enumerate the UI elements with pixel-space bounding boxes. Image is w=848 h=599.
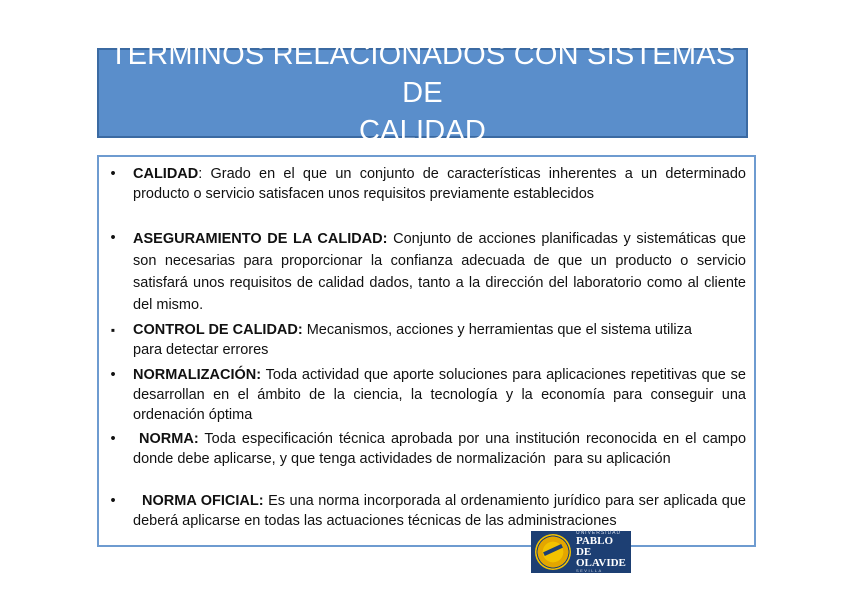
list-item-control [99, 320, 754, 360]
slide-title [99, 36, 746, 150]
bullet: • [110, 367, 116, 383]
list-item-text [133, 365, 746, 425]
definition: Toda actividad que aporte soluciones para aplicaciones repetitivas que se desarrollan en el ámbito de la ciencia, la tecnología y la economía para conseguir una ordenación óptima [133, 367, 746, 423]
list-item-text [133, 228, 746, 316]
list-item-norma-oficial [99, 491, 754, 531]
term: CONTROL DE CALIDAD: [133, 322, 303, 338]
logo-city: SEVILLA [575, 568, 603, 573]
definition: Es una norma incorporada al ordenamiento jurídico para ser aplicada que deberá aplicarse en todas las actuaciones técnicas de las administraciones [133, 493, 751, 529]
logo-university: UNIVERSIDAD [575, 530, 622, 536]
definition: Toda especificación técnica aprobada por una institución reconocida en el campo donde debe aplicarse, y que tenga actividades de normalización para su aplicación [133, 431, 751, 467]
slide-title-line-1: TÉRMINOS RELACIONADOS CON SISTEMAS DE [109, 39, 736, 109]
university-emblem-icon [535, 534, 571, 570]
list-item-text [133, 429, 751, 469]
definition: : Grado en el que un conjunto de características inherentes a un determinado producto o servicio satisfacen unos requisitos previamente establecidos [133, 166, 746, 202]
list-item-normalizacion [99, 365, 754, 425]
list-item-text [133, 164, 746, 204]
term: NORMA: [133, 431, 199, 447]
list-item-norma [99, 429, 754, 469]
list-item-calidad [99, 164, 754, 204]
university-logo [531, 531, 631, 573]
term: ASEGURAMIENTO DE LA CALIDAD: [133, 231, 388, 247]
list-item-text [133, 491, 751, 531]
term: CALIDAD [133, 166, 199, 182]
list-item-text [133, 320, 706, 360]
slide-title-box [97, 39, 748, 147]
bullet: • [110, 431, 116, 447]
logo-name-line-2: OLAVIDE [575, 557, 626, 569]
term: NORMALIZACIÓN: [133, 367, 262, 383]
logo-name-line-1: PABLO DE [575, 535, 614, 558]
bullet: • [110, 493, 116, 509]
logo-wordmark [576, 531, 631, 573]
term: NORMA OFICIAL: [133, 493, 264, 509]
bullet: • [110, 230, 116, 246]
bullet: • [110, 166, 116, 182]
definition: Conjunto de acciones planificadas y sistemáticas que son necesarias para proporcionar la confianza adecuada de que un producto o servicio satisfará unos requisitos de calidad dados, tanto a la dirección del laboratorio como al cliente del mismo. [133, 231, 746, 313]
slide-title-line-2: CALIDAD [358, 115, 487, 147]
definition: Mecanismos, acciones y herramientas que el sistema utiliza para detectar errores [133, 322, 692, 358]
list-item-aseguramiento [99, 228, 754, 316]
bullet: ▪ [110, 323, 116, 337]
definitions-box [97, 155, 756, 547]
